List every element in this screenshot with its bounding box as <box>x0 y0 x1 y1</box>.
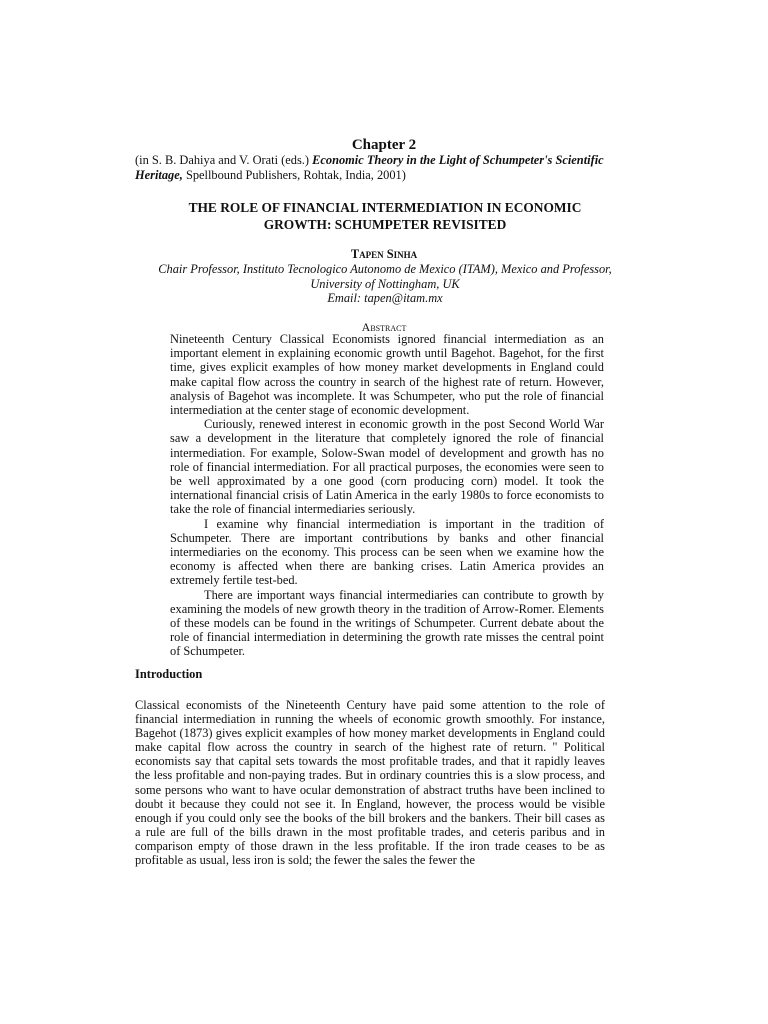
abstract-paragraph: Nineteenth Century Classical Economists ignored financial intermediation as an important element in explaining economic growth until Bagehot. Bagehot, for the first time, gives explicit examples of how money market developments in England could make capital flow across the country in search of the highest rate of return. However, analysis of Bagehot was incomplete. It was Schumpeter, who put the role of financial intermediation at the center stage of economic development. <box>170 332 604 418</box>
author-affiliation <box>135 262 635 306</box>
affiliation-line-2: University of Nottingham, UK <box>310 276 460 291</box>
paper-title-line-1: THE ROLE OF FINANCIAL INTERMEDIATION IN ECONOMIC <box>188 200 582 215</box>
abstract-heading: Abstract <box>361 320 407 334</box>
introduction-paragraph: Classical economists of the Nineteenth Century have paid some attention to the role of financial intermediation in running the wheels of economic growth smoothly. For instance, Bagehot (1873) gives explicit examples of how money market developments in England could make capital flow across the country in search of the highest rate of return. " Political economists say that capital sets towards the most profitable trades, and that it rapidly leaves the less profitable and non-paying trades. But in ordinary countries this is a slow process, and some persons who want to have ocular demonstration of abstract truths have been inclined to doubt it because they could not see it. In England, however, the process would be visible enough if you could only see the books of the bill brokers and the bankers. Their bill cases as a rule are full of the bills drawn in the most profitable trades, and ceteris paribus and in comparison empty of those drawn in the less profitable. If the iron trade ceases to be as profitable as usual, less iron is sold; the fewer the sales the fewer the <box>135 698 605 868</box>
paper-title-line-2: GROWTH: SCHUMPETER REVISITED <box>263 216 507 232</box>
abstract-paragraph: I examine why financial intermediation is important in the tradition of Schumpeter. There are important contributions by banks and other financial intermediaries on the economy. This process can be seen when we examine how the economy is affected when there are banking crises. Latin America provides an extremely fertile test-bed. <box>170 516 604 588</box>
author-name: Tapen Sinha <box>350 247 418 261</box>
abstract-body <box>170 332 604 659</box>
author-email: Email: tapen@itam.mx <box>327 291 443 306</box>
introduction-body <box>135 698 605 867</box>
book-citation <box>135 153 635 183</box>
citation-suffix: Spellbound Publishers, Rohtak, India, 2001) <box>182 167 406 182</box>
citation-prefix: (in S. B. Dahiya and V. Orati (eds.) <box>135 153 313 167</box>
paper-title <box>135 200 635 233</box>
introduction-heading: Introduction <box>135 667 203 681</box>
abstract-paragraph: Curiously, renewed interest in economic growth in the post Second World War saw a development in the literature that completely ignored the role of financial intermediation. For example, Solow-Swan model of development and growth has no role of financial intermediation. For all practical purposes, the economies were seen to be well approximated by a one good (corn producing corn) model. It took the international financial crisis of Latin America in the early 1980s to force economists to take the role of financial intermediaries seriously. <box>170 417 604 517</box>
citation-book-title: Economic Theory in the Light of Schumpeter's Scientific Heritage, <box>135 153 604 182</box>
abstract-paragraph: There are important ways financial intermediaries can contribute to growth by examining the models of new growth theory in the tradition of Arrow-Romer. Elements of these models can be found in the writings of Schumpeter. Current debate about the role of financial intermediation in determining the growth rate misses the central point of Schumpeter. <box>170 587 604 659</box>
affiliation-line-1: Chair Professor, Instituto Tecnologico Autonomo de Mexico (ITAM), Mexico and Professor, <box>158 262 612 276</box>
chapter-title: Chapter 2 <box>351 137 417 153</box>
